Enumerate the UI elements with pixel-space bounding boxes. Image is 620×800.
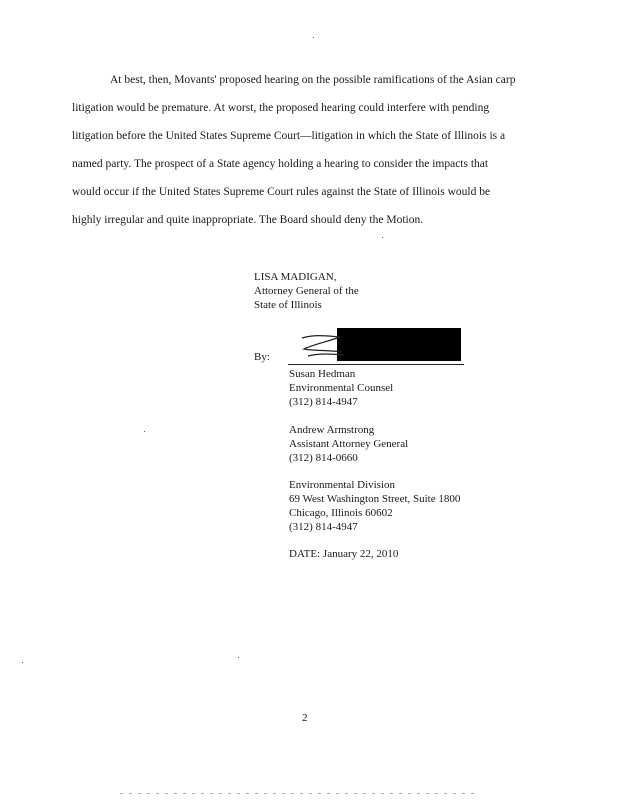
contact-line: (312) 814-0660 xyxy=(289,452,358,464)
contact-line: Environmental Counsel xyxy=(289,382,394,394)
signature-block xyxy=(254,270,359,312)
contact-line: Environmental Division xyxy=(289,479,396,491)
scan-speck xyxy=(144,431,145,432)
contact-block xyxy=(289,367,393,409)
paragraph-line: litigation would be premature. At worst, the proposed hearing could interfere with pending xyxy=(72,102,490,114)
contact-line: (312) 814-4947 xyxy=(289,396,358,408)
redacted-signature xyxy=(337,328,461,361)
paragraph-line: highly irregular and quite inappropriate. The Board should deny the Motion. xyxy=(72,214,424,226)
signature-mark xyxy=(298,330,348,364)
signer-name: LISA MADIGAN, xyxy=(254,271,337,283)
signer-title: Attorney General of the xyxy=(254,285,359,297)
scan-footer-noise xyxy=(120,793,480,794)
by-label: By: xyxy=(254,351,270,363)
contact-line: Susan Hedman xyxy=(289,368,356,380)
contact-line: (312) 814-4947 xyxy=(289,521,358,533)
paragraph-line: would occur if the United States Supreme Court rules against the State of Illinois would be xyxy=(72,186,491,198)
scan-speck xyxy=(22,662,23,663)
contact-line: Andrew Armstrong xyxy=(289,424,375,436)
contact-line: Assistant Attorney General xyxy=(289,438,409,450)
scan-speck xyxy=(238,657,239,658)
paragraph-line: litigation before the United States Supreme Court—litigation in which the State of Illinois is a xyxy=(72,130,506,142)
paragraph-line: named party. The prospect of a State agency holding a hearing to consider the impacts that xyxy=(72,158,489,170)
contact-block xyxy=(289,423,408,465)
paragraph-line: At best, then, Movants' proposed hearing on the possible ramifications of the Asian carp xyxy=(110,74,516,86)
signer-state: State of Illinois xyxy=(254,299,322,311)
signature-line xyxy=(288,364,464,365)
contact-block xyxy=(289,478,460,534)
contact-line: Chicago, Illinois 60602 xyxy=(289,507,393,519)
scan-speck xyxy=(382,237,383,238)
contact-line: 69 West Washington Street, Suite 1800 xyxy=(289,493,461,505)
date-line: DATE: January 22, 2010 xyxy=(289,548,399,560)
scan-speck xyxy=(313,37,314,38)
page-number: 2 xyxy=(302,712,308,724)
